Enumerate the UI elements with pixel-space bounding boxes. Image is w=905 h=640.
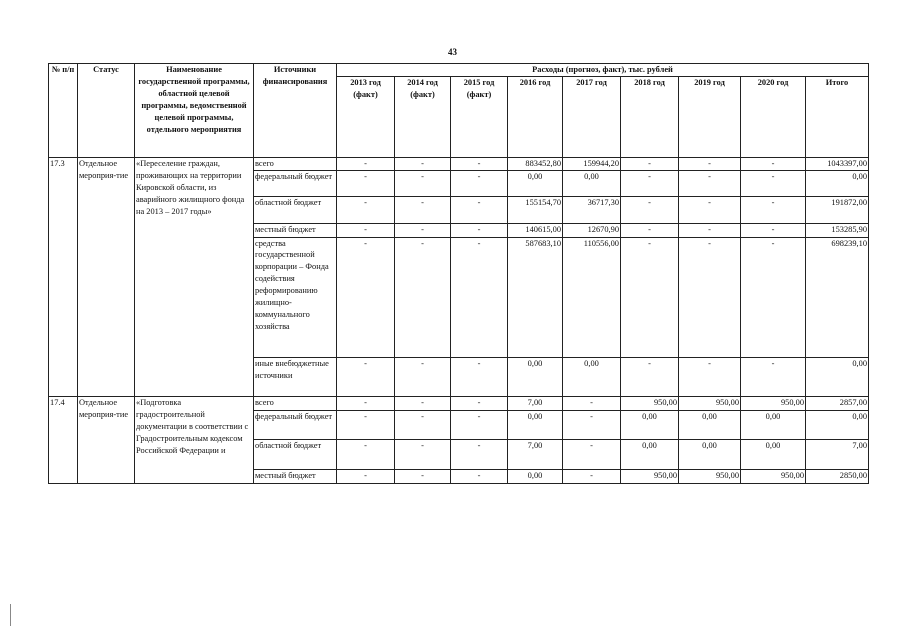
value-cell: 12670,90: [563, 224, 621, 237]
value-cell: -: [395, 171, 451, 197]
value-cell: 0,00: [508, 171, 563, 197]
row-status: Отдельное мероприя-тие: [78, 397, 135, 484]
value-cell: -: [679, 237, 741, 358]
value-cell: -: [451, 171, 508, 197]
value-cell: -: [395, 157, 451, 170]
value-cell: 0,00: [508, 358, 563, 397]
value-cell: -: [679, 358, 741, 397]
source-cell: областной бюджет: [254, 439, 337, 469]
value-cell: 0,00: [679, 411, 741, 440]
value-cell: 950,00: [621, 469, 679, 483]
total-cell: 698239,10: [806, 237, 869, 358]
value-cell: -: [337, 157, 395, 170]
value-cell: -: [337, 411, 395, 440]
header-year: 2013 год (факт): [337, 76, 395, 157]
header-name: Наименование государственной программы, областной целевой программы, ведомственной целевой программы, отдельного мероприятия: [135, 64, 254, 158]
source-cell: федеральный бюджет: [254, 171, 337, 197]
value-cell: -: [563, 397, 621, 411]
value-cell: -: [337, 439, 395, 469]
value-cell: -: [451, 237, 508, 358]
value-cell: -: [741, 171, 806, 197]
value-cell: -: [395, 224, 451, 237]
source-cell: федеральный бюджет: [254, 411, 337, 440]
source-cell: средства государственной корпорации – Фонда содействия реформированию жилищно-коммунального хозяйства: [254, 237, 337, 358]
value-cell: -: [621, 224, 679, 237]
source-cell: иные внебюджетные источники: [254, 358, 337, 397]
value-cell: -: [741, 224, 806, 237]
value-cell: -: [395, 237, 451, 358]
value-cell: -: [451, 439, 508, 469]
value-cell: -: [679, 224, 741, 237]
table-row: [49, 157, 869, 170]
header-year: 2019 год: [679, 76, 741, 157]
value-cell: -: [679, 171, 741, 197]
value-cell: -: [337, 224, 395, 237]
value-cell: 883452,80: [508, 157, 563, 170]
value-cell: -: [621, 196, 679, 224]
value-cell: 0,00: [621, 439, 679, 469]
value-cell: 110556,00: [563, 237, 621, 358]
value-cell: 0,00: [741, 439, 806, 469]
value-cell: -: [337, 196, 395, 224]
total-cell: 2850,00: [806, 469, 869, 483]
value-cell: 7,00: [508, 439, 563, 469]
value-cell: -: [395, 469, 451, 483]
value-cell: -: [395, 397, 451, 411]
total-cell: 0,00: [806, 171, 869, 197]
total-cell: 0,00: [806, 358, 869, 397]
value-cell: -: [451, 397, 508, 411]
value-cell: 0,00: [679, 439, 741, 469]
value-cell: -: [395, 411, 451, 440]
value-cell: -: [395, 439, 451, 469]
value-cell: -: [451, 224, 508, 237]
source-cell: областной бюджет: [254, 196, 337, 224]
total-cell: 7,00: [806, 439, 869, 469]
value-cell: -: [451, 411, 508, 440]
value-cell: 950,00: [679, 469, 741, 483]
row-status: Отдельное мероприя-тие: [78, 157, 135, 396]
value-cell: -: [679, 196, 741, 224]
value-cell: -: [337, 171, 395, 197]
header-expenses: Расходы (прогноз, факт), тыс. рублей: [337, 64, 869, 77]
value-cell: -: [337, 358, 395, 397]
margin-mark: [10, 604, 11, 626]
total-cell: 0,00: [806, 411, 869, 440]
value-cell: 155154,70: [508, 196, 563, 224]
value-cell: -: [337, 469, 395, 483]
value-cell: 950,00: [741, 469, 806, 483]
row-name: «Переселение граждан, проживающих на территории Кировской области, из аварийного жилищного фонда на 2013 – 2017 годы»: [135, 157, 254, 396]
header-sources: Источники финансирования: [254, 64, 337, 158]
value-cell: 0,00: [508, 411, 563, 440]
value-cell: -: [741, 157, 806, 170]
total-cell: 1043397,00: [806, 157, 869, 170]
value-cell: -: [337, 237, 395, 358]
value-cell: -: [451, 358, 508, 397]
source-cell: всего: [254, 397, 337, 411]
value-cell: 0,00: [508, 469, 563, 483]
value-cell: -: [741, 358, 806, 397]
value-cell: -: [395, 358, 451, 397]
source-cell: местный бюджет: [254, 469, 337, 483]
value-cell: -: [563, 411, 621, 440]
value-cell: -: [741, 237, 806, 358]
table-row: [49, 397, 869, 411]
source-cell: всего: [254, 157, 337, 170]
value-cell: 36717,30: [563, 196, 621, 224]
budget-table: [48, 63, 869, 484]
value-cell: 0,00: [563, 358, 621, 397]
row-number: 17.4: [49, 397, 78, 484]
value-cell: -: [621, 358, 679, 397]
header-num: № п/п: [49, 64, 78, 158]
value-cell: 0,00: [741, 411, 806, 440]
source-cell: местный бюджет: [254, 224, 337, 237]
header-year: 2018 год: [621, 76, 679, 157]
header-year: 2014 год (факт): [395, 76, 451, 157]
value-cell: -: [679, 157, 741, 170]
value-cell: -: [621, 171, 679, 197]
value-cell: 587683,10: [508, 237, 563, 358]
value-cell: 7,00: [508, 397, 563, 411]
value-cell: -: [395, 196, 451, 224]
value-cell: 159944,20: [563, 157, 621, 170]
value-cell: 950,00: [679, 397, 741, 411]
value-cell: -: [621, 237, 679, 358]
row-name: «Подготовка градостроительной документации в соответствии с Градостроительным кодексом Российской Федерации и: [135, 397, 254, 484]
value-cell: 140615,00: [508, 224, 563, 237]
header-year: 2015 год (факт): [451, 76, 508, 157]
value-cell: -: [337, 397, 395, 411]
page-number: 43: [448, 47, 457, 57]
value-cell: -: [451, 469, 508, 483]
value-cell: -: [451, 196, 508, 224]
header-year: 2020 год: [741, 76, 806, 157]
header-status: Статус: [78, 64, 135, 158]
total-cell: 191872,00: [806, 196, 869, 224]
value-cell: 0,00: [563, 171, 621, 197]
row-number: 17.3: [49, 157, 78, 396]
value-cell: 950,00: [621, 397, 679, 411]
total-cell: 2857,00: [806, 397, 869, 411]
value-cell: 0,00: [621, 411, 679, 440]
total-cell: 153285,90: [806, 224, 869, 237]
value-cell: -: [563, 469, 621, 483]
header-year: 2017 год: [563, 76, 621, 157]
header-total: Итого: [806, 76, 869, 157]
value-cell: -: [741, 196, 806, 224]
value-cell: -: [621, 157, 679, 170]
value-cell: -: [563, 439, 621, 469]
value-cell: -: [451, 157, 508, 170]
header-year: 2016 год: [508, 76, 563, 157]
value-cell: 950,00: [741, 397, 806, 411]
